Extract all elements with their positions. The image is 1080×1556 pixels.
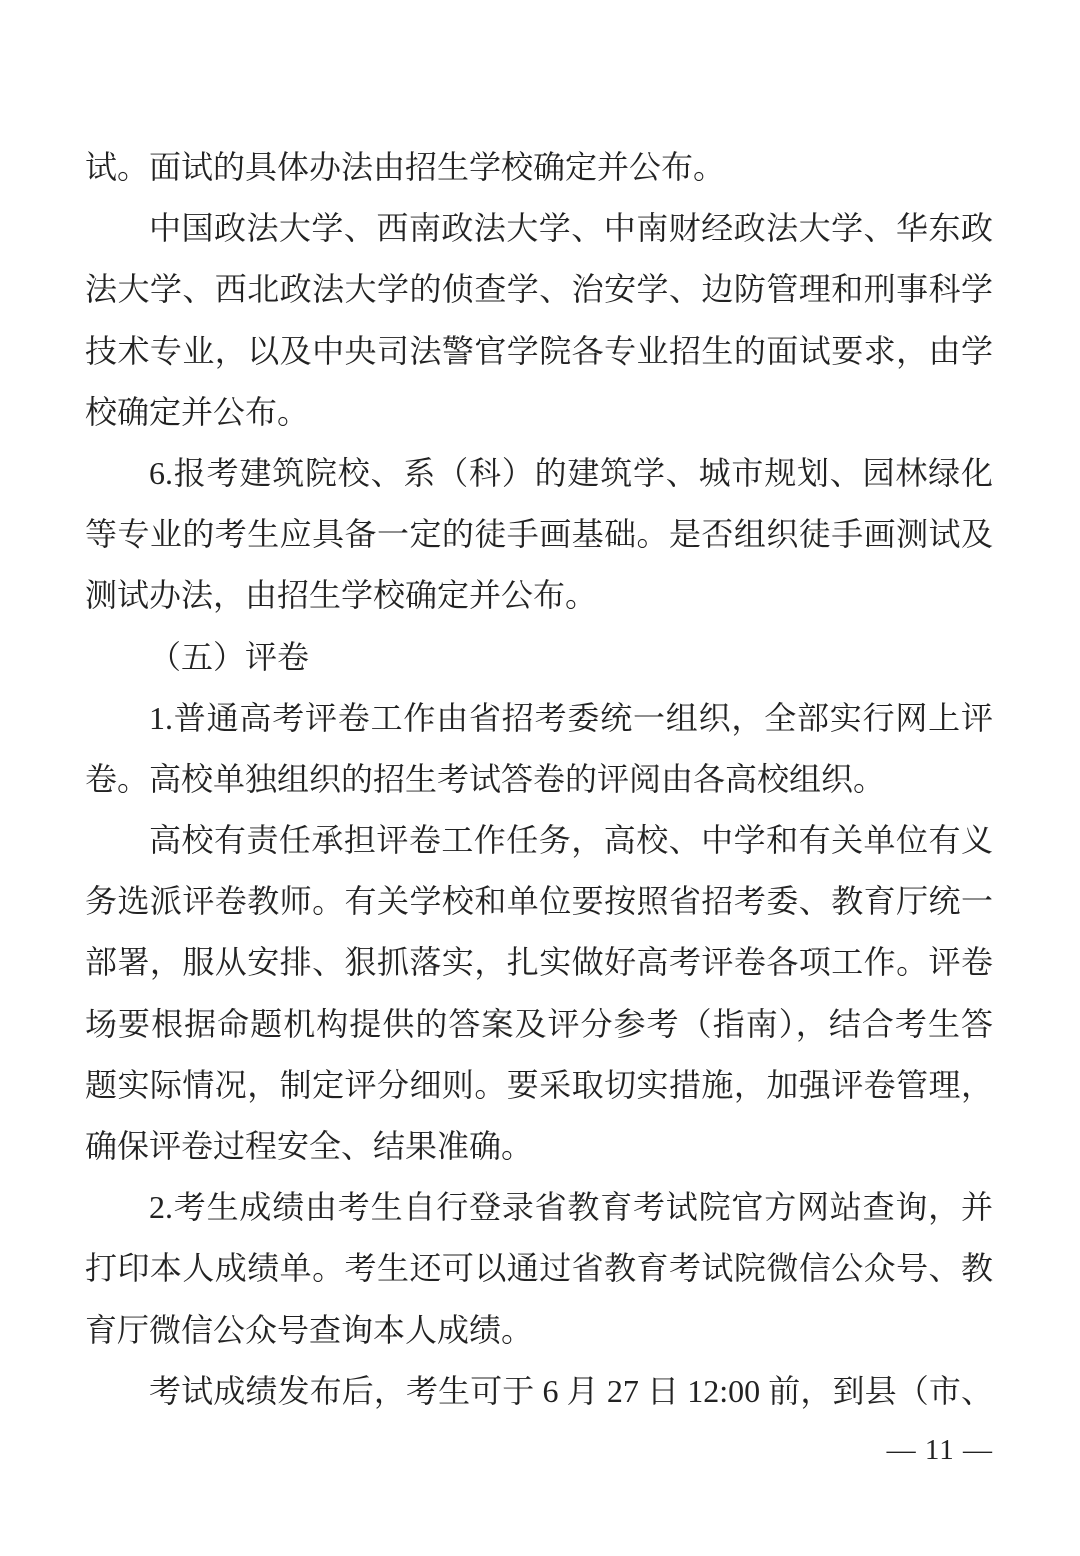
text-line: 中国政法大学、西南政法大学、中南财经政法大学、华东政: [149, 210, 993, 247]
text-line: 6.报考建筑院校、系（科）的建筑学、城市规划、园林绿化: [149, 454, 993, 491]
text-line: 部署，服从安排、狠抓落实，扎实做好高考评卷各项工作。评卷: [85, 944, 993, 981]
text-line: 题实际情况，制定评分细则。要采取切实措施，加强评卷管理，: [85, 1066, 993, 1103]
text-line: 2.考生成绩由考生自行登录省教育考试院官方网站查询，并: [149, 1189, 993, 1226]
page-number: — 11 —: [886, 1434, 993, 1466]
text-line: 考试成绩发布后，考生可于 6 月 27 日 12:00 前，到县（市、: [149, 1372, 993, 1409]
section-heading: （五）评卷: [149, 638, 310, 675]
text-line: 卷。高校单独组织的招生考试答卷的评阅由各高校组织。: [85, 760, 886, 797]
text-line: 确保评卷过程安全、结果准确。: [85, 1128, 534, 1164]
text-line: 育厅微信公众号查询本人成绩。: [85, 1311, 534, 1348]
text-line: 1.普通高考评卷工作由省招考委统一组织，全部实行网上评: [149, 699, 993, 736]
document-body: [85, 137, 993, 1422]
text-line: 等专业的考生应具备一定的徒手画基础。是否组织徒手画测试及: [85, 516, 993, 553]
text-line: 技术专业，以及中央司法警官学院各专业招生的面试要求，由学: [85, 332, 993, 369]
text-line: 测试办法，由招生学校确定并公布。: [85, 577, 598, 614]
text-line: 场要根据命题机构提供的答案及评分参考（指南），结合考生答: [85, 1005, 993, 1042]
text-line: 法大学、西北政法大学的侦查学、治安学、边防管理和刑事科学: [85, 271, 993, 308]
text-line: 高校有责任承担评卷工作任务，高校、中学和有关单位有义: [149, 822, 993, 859]
text-line: 试。面试的具体办法由招生学校确定并公布。: [85, 149, 726, 185]
text-line: 务选派评卷教师。有关学校和单位要按照省招考委、教育厅统一: [85, 883, 993, 920]
text-line: 打印本人成绩单。考生还可以通过省教育考试院微信公众号、教: [85, 1250, 993, 1287]
text-line: 校确定并公布。: [85, 393, 310, 430]
